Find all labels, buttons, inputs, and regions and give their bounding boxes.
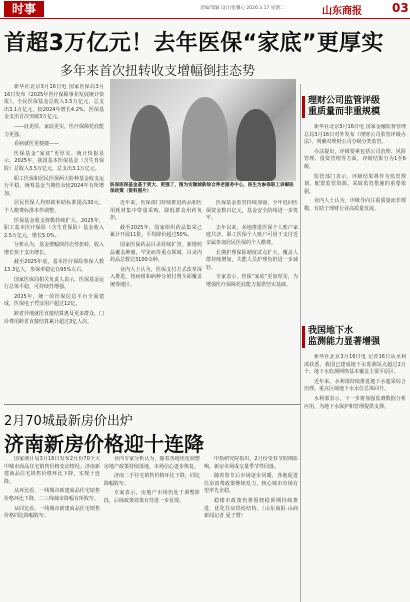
side-story-title: 理财公司监管评级 重质量而非重规模 [308, 96, 381, 117]
paragraph: 中指研究院指出，2月份受春节假期影响，新房市场成交量季节性回落。 [204, 456, 298, 470]
paragraph: 新华社北京3月16日电 国家金融监督管理总局3月16日对外发布《理财公司监管评级办法》，明确对理财公司分级分类监管。 [304, 124, 406, 146]
paragraph: 办法提出，评级要素包括公司治理、风险管理、投资管理等方面，评级结果分为1至6级。 [304, 148, 406, 170]
paragraph: 居民医保人均财政补助标准提高30元，个人缴费标准未作调整。 [4, 200, 104, 214]
paragraph: 业内专家分析认为，随着各地优化调整房地产政策持续落地，市场信心逐步恢复。 [104, 456, 200, 470]
paragraph: 业内人士认为，医保支付方式改革深入推进，按病组和病种分值付费全面覆盖统筹地区。 [110, 266, 202, 288]
paragraph: 新华社北京3月16日电 记者16日从水利部获悉，我国已建成地下水监测站点超过2万个，地下水监测网络基本覆盖主要平原区。 [304, 354, 406, 376]
side-story-body [304, 124, 406, 314]
newspaper-brand: 山东商报 [322, 6, 362, 17]
paragraph: ——底更厚，家底更实，医疗保障托底能力更强。 [4, 123, 104, 138]
paragraph: 跨省异地就医直接结算惠及更多群众，门诊费用跨省直接结算累计超过3亿人次。 [4, 311, 104, 325]
page-header [0, 0, 410, 19]
paragraph: 分析认为，基金增幅倒挂态势扭转，收入增长快于支出增长。 [4, 242, 104, 256]
photo-caption: 医保医保基金基于更大、更强了，图为安顺城新综合养老服务中心，医生为参保职工讲解医保政策（资料图片） [110, 183, 294, 195]
paragraph: 专家表示，房地产市场仍处于调整阶段，后续政策效果有待进一步显现。 [104, 490, 200, 504]
article-column-1 [4, 84, 104, 400]
lower-column-1 [4, 456, 100, 598]
side-story-body [304, 354, 406, 598]
paragraph: 监管部门表示，评级结果将作为监管规划、配置监管资源、采取监管措施的重要依据。 [304, 173, 406, 195]
paragraph: 近年来，水利部持续推进地下水超采综合治理，重点区域地下水水位总体回升。 [304, 378, 406, 393]
paragraph: 医保基金“家底”更厚实。统计快报显示，2025年，我国基本医保基金（含生育保险）总收入3.5万亿元，总支出3.1万亿元。 [4, 150, 104, 172]
paragraph: 2025年，统一的医保信息平台全面建成，医保电子凭证用户超过12亿。 [4, 293, 104, 308]
paragraph: 截至2025年底，基本医疗保险参保人数13.3亿人，参保率稳定在95%左右。 [4, 259, 104, 274]
paragraph: 去年以来，多地推进医保个人账户家庭共济，职工医保个人账户可用于支付近亲属参加居民医保的个人缴费。 [206, 224, 298, 246]
paragraph: 医保基金收支规模持续扩大。2025年，职工基本医疗保险（含生育保险）基金收入2.5万亿元，增长5.0%。 [4, 217, 104, 239]
photo-figure [182, 97, 228, 181]
lower-story-subtitle: 2月70城最新房价出炉 [4, 414, 133, 429]
photo-figure [236, 109, 276, 181]
paragraph: 长期护理保险制度试点扩大，覆盖人群持续增加，失能人员护理负担进一步减轻。 [206, 249, 298, 271]
lower-story-headline: 济南新房价格迎十连降 [4, 432, 204, 456]
paragraph: 国家统计局3月16日发布2月份70个大中城市商品住宅销售价格变动情况。济南新建商品住宅销售价格环比下降，实现十连降。 [4, 456, 100, 485]
main-headline: 首超3万亿元！去年医保“家底”更厚实 [4, 31, 384, 56]
paragraph: 近年来，医保部门持续推进药品和医用耗材集中带量采购，降低群众用药负担。 [110, 200, 202, 222]
paragraph: 医保基金监管持续加强，全年追回医保资金数百亿元，基金安全防线进一步筑牢。 [206, 200, 298, 222]
paragraph: 从环比看，一线城市新建商品住宅销售价格环比下降，二三线城市降幅有所收窄。 [4, 488, 100, 502]
photo-figure [130, 105, 170, 181]
article-column-3 [110, 200, 202, 400]
paragraph: 国家医保药品目录持续扩容，新增药品覆盖肿瘤、罕见病等重点领域，目录内药品总数达3100余种。 [110, 241, 202, 264]
lower-column-3 [204, 456, 298, 598]
side-accent-bar [302, 326, 305, 348]
paragraph: 专家表示，医保“家底”更加厚实，为增强医疗保障托底能力提供坚实基础。 [206, 274, 298, 288]
paragraph: 随着春节后市场逐步回暖，各地促进住房消费政策继续发力，核心城市市场有望率先企稳。 [204, 473, 298, 495]
paragraph: 截至2025年，国家组织药品集采已累计开展11批，平均降价超过50%。 [110, 224, 202, 239]
section-tag: 时事 [4, 1, 44, 17]
paragraph: 水利部表示，下一步将加强监测数据分析应用，为地下水保护和管理提供支撑。 [304, 395, 406, 410]
section-divider [4, 404, 300, 405]
editor-meta: 责编/邹颖 设计/张馨心 2026.3.17 星期二 [200, 6, 285, 11]
paragraph: 从同比看，一线城市新建商品住宅销售价格同比降幅收窄。 [4, 505, 100, 520]
main-subheadline: 多年来首次扭转收支增幅倒挂态势 [60, 64, 256, 79]
paragraph: 职工医保和居民医保两大险种基金收支运行平稳，统筹基金当期结余较2024年有所增加。 [4, 175, 104, 197]
news-photo [110, 79, 296, 181]
article-column-4 [206, 200, 298, 400]
paragraph: 济南二手住宅销售价格环比下降，同比降幅收窄。 [104, 473, 200, 487]
side-accent-bar [302, 96, 305, 118]
page-number: 03 [392, 1, 409, 15]
lower-column-2 [104, 456, 200, 598]
paragraph: 稳楼市政策仍将围绕稳预期持续推进，优化住房供给结构。（山东商报·山商新闻记者 夏子赞） [204, 497, 298, 520]
paragraph: 新华社北京3月16日电 国家医保局3月16日发布《2025年医疗保障事业发展统计快报》。全民医保基金总收入3.5万亿元，总支出3.1万亿元，较2024年增长4.2%，医保基金支出首次突破3万亿元。 [4, 84, 104, 121]
paragraph: 国家医保局相关负责人表示，医保基金运行总体平稳，可持续性增强。 [4, 276, 104, 291]
column-divider [300, 84, 301, 602]
side-story-title: 我国地下水 监测能力显著增强 [308, 326, 381, 347]
paragraph: 业内人士认为，评级导向注重质量而非规模，有助于理财行业高质量发展。 [304, 198, 406, 212]
paragraph: 看病就医更便捷—— [14, 141, 60, 148]
